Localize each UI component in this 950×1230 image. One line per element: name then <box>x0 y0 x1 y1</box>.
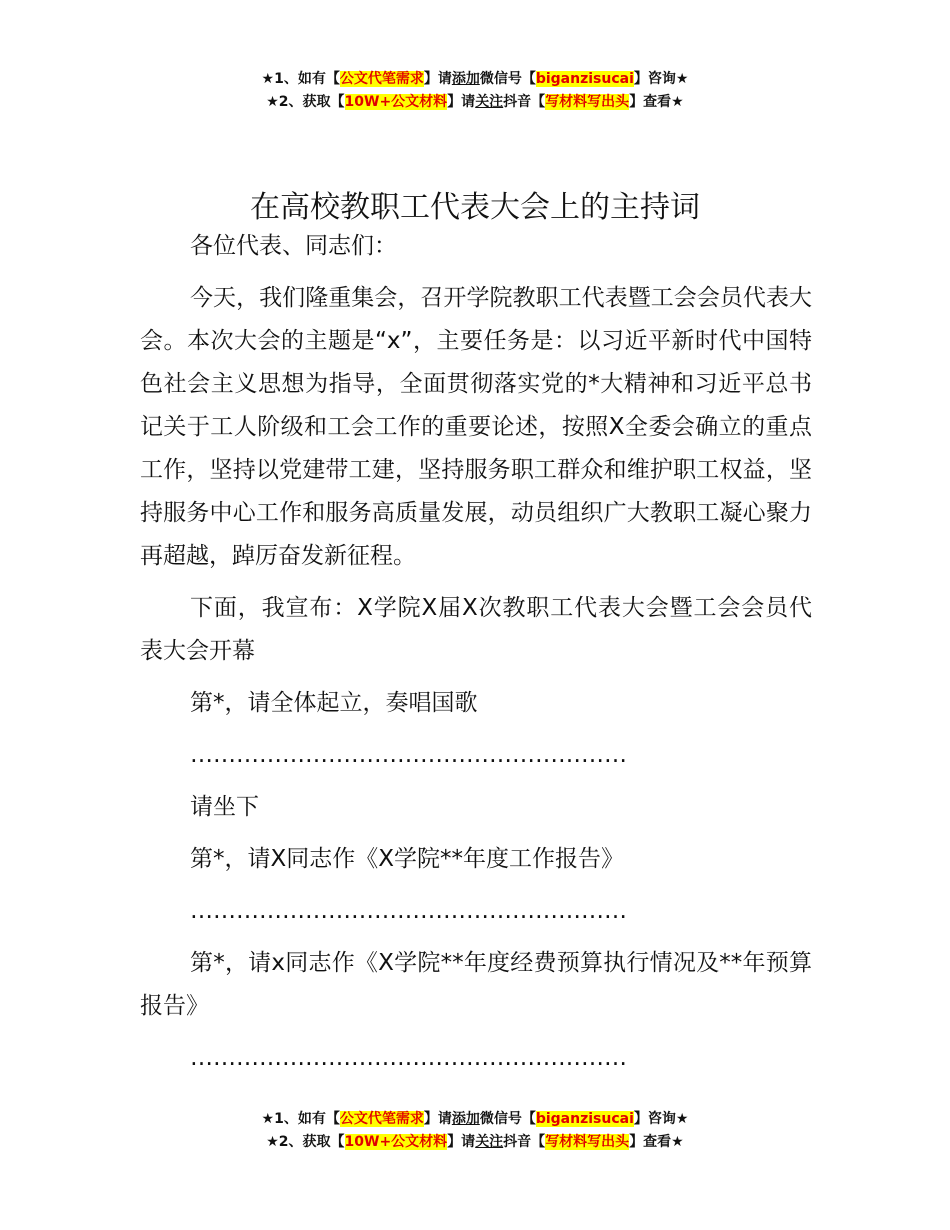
banner-text: 】请 <box>447 94 476 110</box>
underline-add: 添加 <box>451 71 480 87</box>
highlight-materials: 10W+公文材料 <box>344 1134 448 1150</box>
banner-text: 】请 <box>423 1111 452 1127</box>
banner-text: ★2、获取【 <box>266 1134 345 1150</box>
highlight-wechat-id: biganzisucai <box>535 1111 634 1127</box>
underline-add: 添加 <box>451 1111 480 1127</box>
banner-text: 】请 <box>447 1134 476 1150</box>
agenda-item-work-report: 第*，请X同志作《X学院**年度工作报告》 <box>190 846 625 872</box>
opening-paragraph: 今天，我们隆重集会，召开学院教职工代表暨工会会员代表大会。本次大会的主题是“x”，主要任务是：以习近平新时代中国特色社会主义思想为指导，全面贯彻落实党的*大精神和习近平总书记关于工人阶级和工会工作的重要论述，按照X全委会确立的重点工作，坚持以党建带工建，坚持服务职工群众和维护职工权益，坚持服务中心工作和服务高质量发展，动员组织广大教职工凝心聚力再超越，踔厉奋发新征程。 <box>140 285 812 569</box>
document-body <box>140 225 812 1089</box>
banner-text: 】查看★ <box>629 1134 684 1150</box>
banner-text: ★1、如有【 <box>261 71 340 87</box>
document-title: 在高校教职工代表大会上的主持词 <box>250 190 700 226</box>
banner-text: 】查看★ <box>629 94 684 110</box>
salutation: 各位代表、同志们： <box>190 233 397 259</box>
highlight-materials: 10W+公文材料 <box>344 94 448 110</box>
banner-text: 】请 <box>423 71 452 87</box>
footer-banner-line-2 <box>0 1131 950 1154</box>
highlight-ghostwriting: 公文代笔需求 <box>339 71 424 87</box>
instruction-sit: 请坐下 <box>190 794 259 820</box>
banner-text: 微信号【 <box>479 1111 536 1127</box>
banner-text: ★1、如有【 <box>261 1111 340 1127</box>
highlight-ghostwriting: 公文代笔需求 <box>339 1111 424 1127</box>
header-banner-line-1 <box>0 68 950 91</box>
banner-text: 】咨询★ <box>633 71 689 87</box>
ellipsis-divider: ………………………………………………… <box>190 742 627 768</box>
banner-text: 】咨询★ <box>633 1111 689 1127</box>
announcement-paragraph: 下面，我宣布：X学院X届X次教职工代表大会暨工会会员代表大会开幕 <box>140 595 812 664</box>
footer-banner <box>0 1108 950 1154</box>
banner-text: 微信号【 <box>479 71 536 87</box>
agenda-item-budget-report: 第*，请x同志作《X学院**年度经费预算执行情况及**年预算报告》 <box>140 950 812 1019</box>
underline-follow: 关注 <box>475 94 504 110</box>
highlight-wechat-id: biganzisucai <box>535 71 634 87</box>
banner-text: 抖音【 <box>503 94 546 110</box>
banner-text: ★2、获取【 <box>266 94 345 110</box>
ellipsis-divider: ………………………………………………… <box>190 898 627 924</box>
highlight-douyin-account: 写材料写出头 <box>545 1134 630 1150</box>
header-banner <box>0 68 950 114</box>
ellipsis-divider: ………………………………………………… <box>190 1045 627 1071</box>
header-banner-line-2 <box>0 91 950 114</box>
footer-banner-line-1 <box>0 1108 950 1131</box>
banner-text: 抖音【 <box>503 1134 546 1150</box>
agenda-item-anthem: 第*，请全体起立，奏唱国歌 <box>190 690 478 716</box>
highlight-douyin-account: 写材料写出头 <box>545 94 630 110</box>
underline-follow: 关注 <box>475 1134 504 1150</box>
